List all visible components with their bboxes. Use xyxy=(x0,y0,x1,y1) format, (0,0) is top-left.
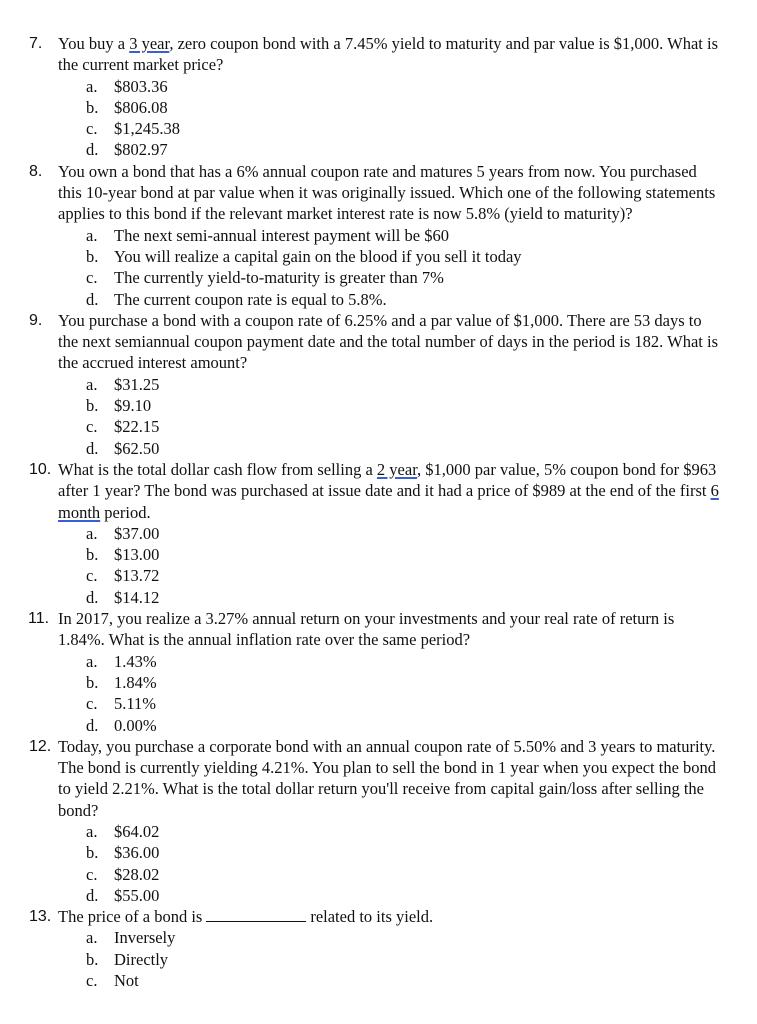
question-10 xyxy=(0,459,757,608)
option-b xyxy=(58,949,719,970)
option-text: $62.50 xyxy=(114,438,160,458)
option-b xyxy=(58,672,719,693)
question-13 xyxy=(0,906,757,991)
option-a xyxy=(58,76,719,97)
question-number: 11. xyxy=(28,610,50,628)
option-letter: c. xyxy=(86,566,98,586)
option-text: The current coupon rate is equal to 5.8%. xyxy=(114,289,387,309)
answer-options xyxy=(58,523,719,608)
option-text: 1.43% xyxy=(114,651,157,671)
option-letter: d. xyxy=(86,289,99,309)
question-number: 12. xyxy=(29,737,52,755)
stem-text: , zero coupon bond with a 7.45% yield to maturity and par value is $1,000. What is the current market price? xyxy=(58,34,718,75)
option-a xyxy=(58,225,719,246)
option-a xyxy=(58,651,719,672)
option-text: Directly xyxy=(114,949,169,969)
question-12 xyxy=(0,736,757,906)
option-a xyxy=(58,821,719,842)
option-b xyxy=(58,97,719,118)
option-text: 0.00% xyxy=(114,715,157,735)
question-stem: In 2017, you realize a 3.27% annual return on your investments and your real rate of return is 1.84%. What is the annual inflation rate over the same period? xyxy=(58,609,675,650)
option-text: $9.10 xyxy=(114,396,152,416)
question-stem xyxy=(58,33,719,76)
question-stem: Today, you purchase a corporate bond with an annual coupon rate of 5.50% and 3 years to maturity. The bond is currently yielding 4.21%. You plan to sell the bond in 1 year when you expect the bond to yield 2.21%. What is the total dollar return you'll receive from capital gain/loss after selling the bond? xyxy=(58,736,717,820)
option-text: The next semi-annual interest payment will be $60 xyxy=(114,225,449,245)
option-c xyxy=(58,970,719,991)
option-d xyxy=(58,715,719,736)
option-text: $64.02 xyxy=(114,821,160,841)
stem-text: related to its yield. xyxy=(310,907,434,927)
option-letter: b. xyxy=(86,545,99,565)
option-c xyxy=(58,118,719,139)
answer-options xyxy=(58,927,719,991)
stem-text: What is the total dollar cash flow from selling a xyxy=(58,459,377,479)
question-number: 7. xyxy=(29,35,43,52)
option-c xyxy=(58,864,719,885)
option-letter: d. xyxy=(86,587,99,607)
option-c xyxy=(58,267,719,288)
option-letter: a. xyxy=(86,76,98,96)
option-letter: b. xyxy=(86,97,99,117)
option-d xyxy=(58,587,719,608)
question-number: 10. xyxy=(29,460,52,478)
option-b xyxy=(58,246,719,267)
option-d xyxy=(58,438,719,459)
option-a xyxy=(58,523,719,544)
question-stem xyxy=(58,459,719,523)
option-letter: c. xyxy=(86,971,98,991)
option-d xyxy=(58,139,719,160)
option-letter: b. xyxy=(86,672,99,692)
option-text: $37.00 xyxy=(114,523,160,543)
answer-options xyxy=(58,76,719,161)
option-letter: c. xyxy=(86,694,98,714)
question-9 xyxy=(0,310,757,459)
option-text: $802.97 xyxy=(114,140,168,160)
option-text: 5.11% xyxy=(114,694,157,714)
option-text: $13.00 xyxy=(114,545,160,565)
option-d xyxy=(58,289,719,310)
option-b xyxy=(58,544,719,565)
option-text: $55.00 xyxy=(114,885,160,905)
option-text: $803.36 xyxy=(114,76,168,96)
option-text: Not xyxy=(114,971,139,991)
stem-text: period. xyxy=(100,502,151,522)
option-text: $806.08 xyxy=(114,97,168,117)
option-letter: a. xyxy=(86,651,98,671)
option-text: $22.15 xyxy=(114,417,160,437)
question-stem xyxy=(58,906,719,927)
option-text: $13.72 xyxy=(114,566,160,586)
answer-options xyxy=(58,821,719,906)
option-letter: c. xyxy=(86,864,98,884)
option-letter: d. xyxy=(86,438,99,458)
answer-options xyxy=(58,225,719,310)
option-d xyxy=(58,885,719,906)
stem-text: , $1,000 par value, 5% coupon bond for $963 after 1 year? The bond was purchased at issue date and it had a price of $989 at the end of the first xyxy=(58,459,717,501)
question-number: 9. xyxy=(29,311,43,329)
option-letter: d. xyxy=(86,885,99,905)
option-letter: a. xyxy=(86,225,98,245)
question-stem: You purchase a bond with a coupon rate of 6.25% and a par value of $1,000. There are 53 days to the next semiannual coupon payment date and the total number of days in the period is 182. What is the accrued interest amount? xyxy=(58,310,718,373)
answer-options xyxy=(58,374,719,459)
option-letter: b. xyxy=(86,843,99,863)
option-letter: b. xyxy=(86,949,99,969)
option-letter: c. xyxy=(86,119,98,139)
option-text: The currently yield-to-maturity is greater than 7% xyxy=(114,268,444,288)
option-letter: a. xyxy=(86,928,98,948)
question-11 xyxy=(0,608,757,736)
question-number: 8. xyxy=(29,162,43,180)
question-8 xyxy=(0,161,757,310)
fill-in-blank xyxy=(206,906,306,922)
option-text: You will realize a capital gain on the blood if you sell it today xyxy=(114,246,522,266)
stem-text: The price of a bond is xyxy=(58,907,203,927)
option-letter: a. xyxy=(86,821,98,841)
option-letter: b. xyxy=(86,246,99,266)
option-a xyxy=(58,927,719,948)
answer-options xyxy=(58,651,719,736)
option-c xyxy=(58,565,719,586)
underlined-term: 3 year xyxy=(129,34,170,53)
stem-text: You buy a xyxy=(58,34,130,53)
option-text: Inversely xyxy=(114,928,176,948)
underlined-term: 2 year xyxy=(376,459,418,479)
option-text: $28.02 xyxy=(114,864,160,884)
option-letter: d. xyxy=(86,140,99,160)
option-letter: a. xyxy=(86,374,98,394)
option-letter: a. xyxy=(86,523,98,543)
option-text: 1.84% xyxy=(114,672,157,692)
question-7 xyxy=(0,33,757,161)
underlined-term: 6 month xyxy=(58,481,719,522)
question-stem: You own a bond that has a 6% annual coupon rate and matures 5 years from now. You purchased this 10-year bond at par value when it was originally issued. Which one of the following statements applies to this bond if the relevant market interest rate is now 5.8% (yield to maturity)? xyxy=(58,161,716,224)
option-text: $31.25 xyxy=(114,374,160,394)
option-b xyxy=(58,842,719,863)
option-text: $36.00 xyxy=(114,843,160,863)
option-letter: c. xyxy=(86,417,98,437)
option-b xyxy=(58,395,719,416)
option-c xyxy=(58,693,719,714)
option-letter: b. xyxy=(86,396,99,416)
option-a xyxy=(58,374,719,395)
option-text: $1,245.38 xyxy=(114,119,180,139)
question-number: 13. xyxy=(29,908,52,926)
option-letter: d. xyxy=(86,715,99,735)
option-text: $14.12 xyxy=(114,587,160,607)
option-letter: c. xyxy=(86,268,98,288)
option-c xyxy=(58,416,719,437)
